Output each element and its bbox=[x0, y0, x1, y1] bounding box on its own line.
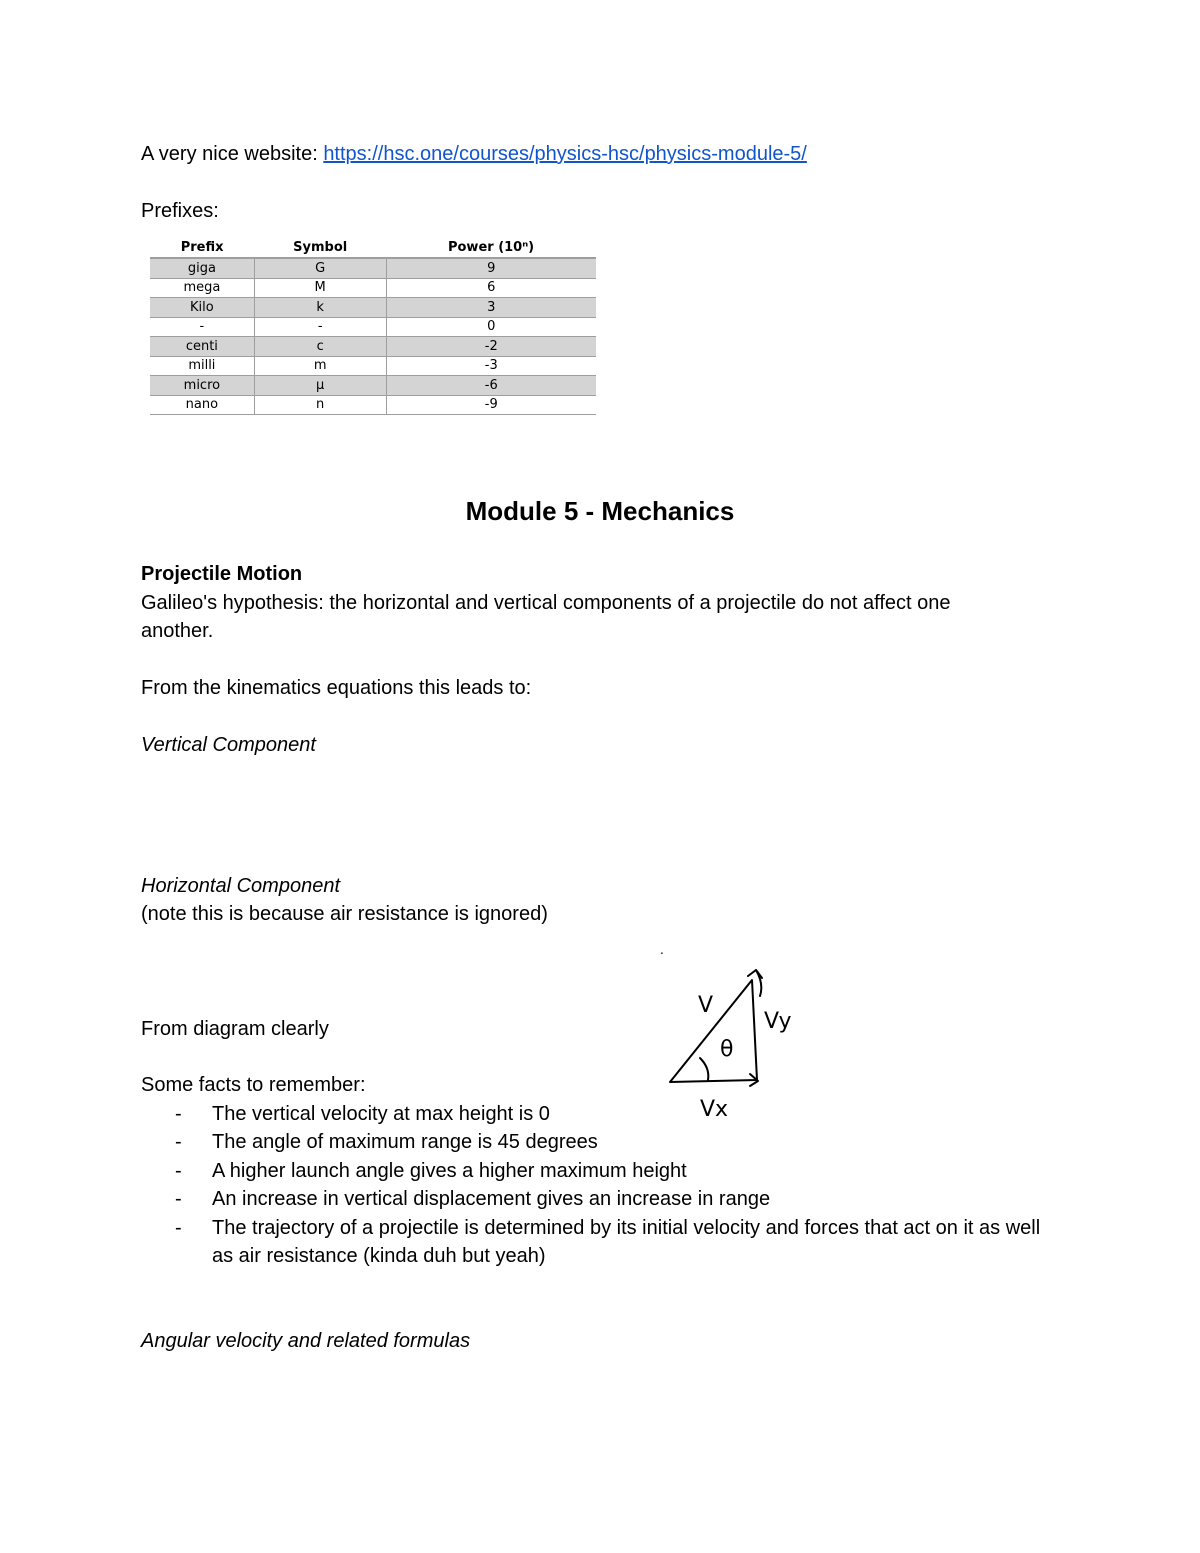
list-item bbox=[141, 1157, 1061, 1185]
facts-label: Some facts to remember: bbox=[141, 1074, 366, 1096]
angle-arc bbox=[700, 1058, 708, 1080]
table-cell: m bbox=[254, 356, 386, 376]
table-cell: G bbox=[254, 258, 386, 278]
section-heading-projectile: Projectile Motion bbox=[141, 563, 303, 585]
table-row bbox=[150, 337, 596, 357]
table-cell: - bbox=[150, 317, 254, 337]
table-cell: Kilo bbox=[150, 298, 254, 318]
table-row bbox=[150, 376, 596, 396]
table-cell: 0 bbox=[386, 317, 596, 337]
table-row bbox=[150, 356, 596, 376]
table-cell: μ bbox=[254, 376, 386, 396]
website-link[interactable]: https://hsc.one/courses/physics-hsc/physics-module-5/ bbox=[323, 143, 807, 165]
table-row bbox=[150, 317, 596, 337]
table-cell: -2 bbox=[386, 337, 596, 357]
table-cell: -6 bbox=[386, 376, 596, 396]
bullet-dash: - bbox=[175, 1131, 182, 1153]
table-cell: giga bbox=[150, 258, 254, 278]
hypothesis-line-1: Galileo's hypothesis: the horizontal and vertical components of a projectile do not affect one bbox=[141, 592, 951, 614]
module-title: Module 5 - Mechanics bbox=[465, 496, 735, 526]
intro-label: A very nice website: bbox=[141, 143, 324, 165]
angular-velocity-heading: Angular velocity and related formulas bbox=[141, 1330, 471, 1352]
table-cell: -9 bbox=[386, 395, 596, 415]
table-cell: micro bbox=[150, 376, 254, 396]
vertical-component-label: Vertical Component bbox=[141, 734, 316, 756]
table-cell: M bbox=[254, 278, 386, 298]
prefixes-label: Prefixes: bbox=[141, 200, 219, 222]
prefix-table-header-row bbox=[150, 237, 596, 258]
fact-text: The angle of maximum range is 45 degrees bbox=[212, 1131, 598, 1153]
fact-text: A higher launch angle gives a higher maximum height bbox=[212, 1160, 687, 1182]
fact-text: The trajectory of a projectile is determined by its initial velocity and forces that act on it as well as air resistance (kinda duh but yeah) bbox=[212, 1217, 1041, 1267]
list-item bbox=[141, 1128, 1061, 1156]
list-item bbox=[141, 1214, 1061, 1270]
power-col-header: Power (10ⁿ) bbox=[386, 237, 596, 258]
table-cell: c bbox=[254, 337, 386, 357]
fact-text: The vertical velocity at max height is 0 bbox=[212, 1103, 550, 1125]
table-cell: mega bbox=[150, 278, 254, 298]
table-row bbox=[150, 258, 596, 278]
velocity-triangle-diagram bbox=[660, 940, 810, 1130]
label-v: V bbox=[698, 993, 714, 1018]
prefix-col-header: Prefix bbox=[150, 237, 254, 258]
bullet-dash: - bbox=[175, 1188, 182, 1210]
list-item bbox=[141, 1100, 1061, 1128]
table-row bbox=[150, 395, 596, 415]
table-cell: - bbox=[254, 317, 386, 337]
label-dot: . bbox=[660, 943, 664, 957]
table-cell: milli bbox=[150, 356, 254, 376]
table-row bbox=[150, 298, 596, 318]
kinematics-line: From the kinematics equations this leads to: bbox=[141, 677, 532, 699]
from-diagram-line: From diagram clearly bbox=[141, 1018, 329, 1040]
table-cell: -3 bbox=[386, 356, 596, 376]
symbol-col-header: Symbol bbox=[254, 237, 386, 258]
table-cell: k bbox=[254, 298, 386, 318]
arrow-stem-vy bbox=[756, 970, 761, 996]
bullet-dash: - bbox=[175, 1103, 182, 1125]
table-row bbox=[150, 278, 596, 298]
table-cell: 9 bbox=[386, 258, 596, 278]
prefix-table bbox=[150, 237, 596, 415]
horizontal-component-label: Horizontal Component bbox=[141, 875, 340, 897]
table-cell: n bbox=[254, 395, 386, 415]
triangle-outline bbox=[670, 980, 757, 1082]
label-vy: Vy bbox=[764, 1009, 792, 1034]
table-cell: 6 bbox=[386, 278, 596, 298]
label-vx: Vx bbox=[700, 1097, 729, 1122]
label-theta: θ bbox=[720, 1037, 734, 1062]
hypothesis-line-2: another. bbox=[141, 620, 214, 642]
table-cell: nano bbox=[150, 395, 254, 415]
intro-line bbox=[141, 140, 807, 168]
fact-text: An increase in vertical displacement gives an increase in range bbox=[212, 1188, 771, 1210]
bullet-dash: - bbox=[175, 1160, 182, 1182]
table-cell: centi bbox=[150, 337, 254, 357]
horizontal-note: (note this is because air resistance is ignored) bbox=[141, 903, 548, 925]
bullet-dash: - bbox=[175, 1217, 182, 1239]
table-cell: 3 bbox=[386, 298, 596, 318]
list-item bbox=[141, 1185, 1061, 1213]
